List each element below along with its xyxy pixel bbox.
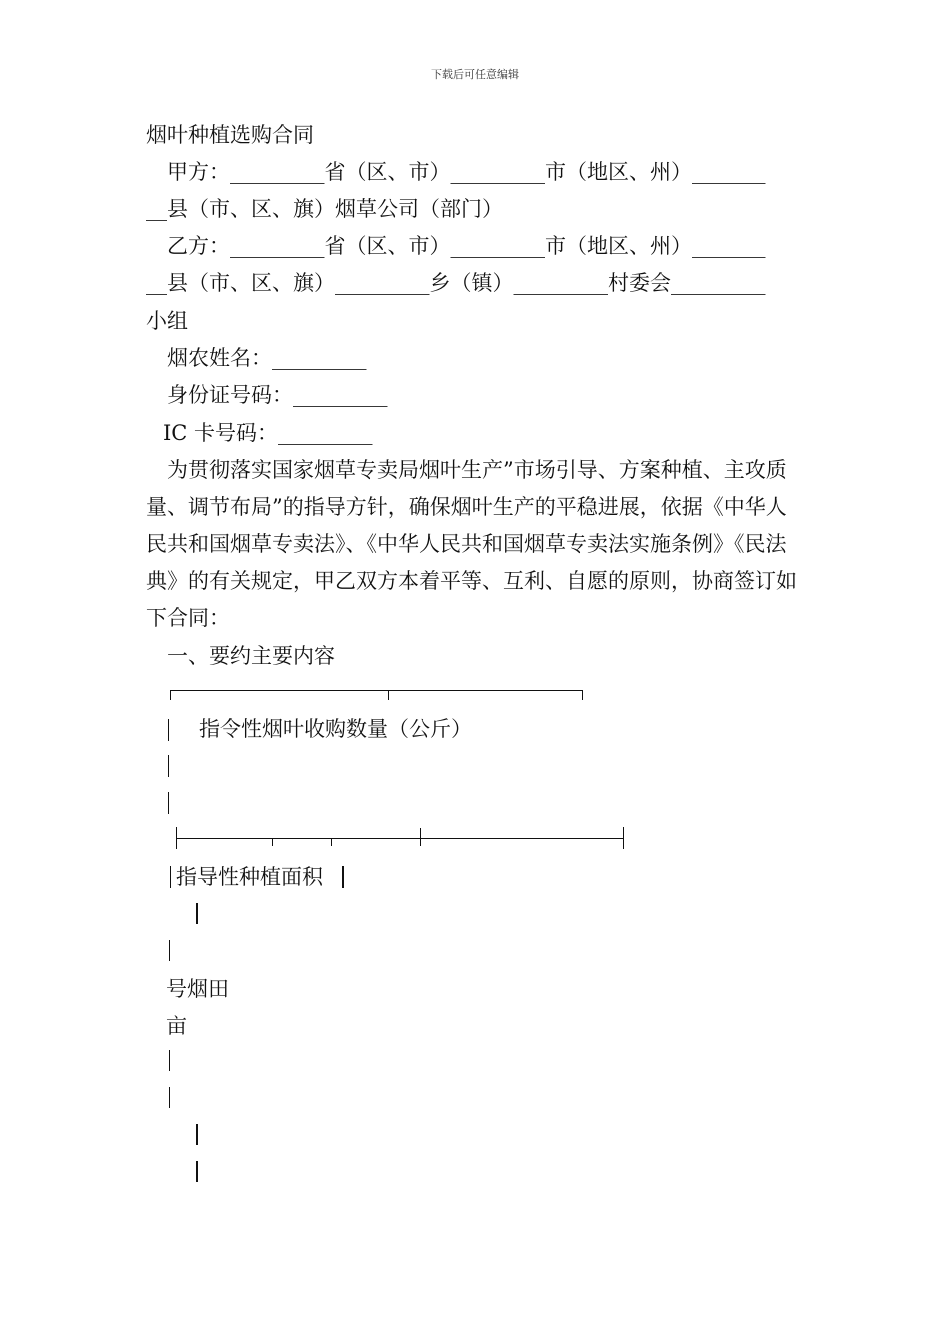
party-a-line-2: __县（市、区、旗）烟草公司（部门） — [146, 197, 503, 221]
table-tee-down — [331, 838, 332, 846]
id-number-field: 身份证号码：_________ — [167, 383, 388, 407]
table-cell-border — [342, 866, 344, 888]
table-row-label-area: 指导性种植面积 — [176, 865, 323, 889]
table-middle-border — [176, 838, 623, 839]
contract-title: 烟叶种植选购合同 — [146, 123, 314, 147]
table-tee-right — [623, 827, 624, 849]
table-cell-border — [196, 903, 198, 924]
party-a-line-1: 甲方：_________省（区、市）_________市（地区、州）_______ — [167, 160, 766, 184]
table-cell-border — [169, 1050, 170, 1071]
party-b-line-3: 小组 — [146, 309, 188, 333]
table-tee-down — [272, 838, 273, 846]
section-heading-1: 一、要约主要内容 — [167, 644, 335, 668]
table-cell-border — [168, 792, 169, 814]
table-corner-tr — [582, 690, 583, 700]
ic-card-field: IC 卡号码：_________ — [163, 421, 373, 445]
table-row-label-mu: 亩 — [166, 1014, 187, 1038]
table-row-label-quantity: 指令性烟叶收购数量（公斤） — [199, 717, 472, 741]
table-cell-border — [196, 1161, 198, 1182]
party-b-line-2: __县（市、区、旗）_________乡（镇）_________村委会_________ — [146, 271, 766, 295]
table-tee-left — [176, 827, 177, 849]
table-row-label-field: 号烟田 — [166, 977, 229, 1001]
table-cell-border — [169, 940, 170, 961]
table-cell-border — [170, 866, 171, 888]
table-top-border — [170, 690, 582, 691]
table-corner-tl — [170, 690, 171, 700]
party-b-line-1: 乙方：_________省（区、市）_________市（地区、州）_______ — [167, 234, 766, 258]
farmer-name-field: 烟农姓名：_________ — [167, 346, 367, 370]
table-cell-border — [168, 719, 169, 741]
table-tee-top — [388, 690, 389, 700]
table-cell-border — [196, 1124, 198, 1145]
table-cell-border — [168, 755, 169, 777]
table-cross — [420, 828, 421, 846]
table-cell-border — [169, 1087, 170, 1108]
intro-paragraph: 为贯彻落实国家烟草专卖局烟叶生产”市场引导、方案种植、主攻质量、调节布局”的指导方针，确保烟叶生产的平稳进展，依据《中华人民共和国烟草专卖法》、《中华人民共和国烟草专卖法实施条例》《民法典》的有关规定，甲乙双方本着平等、互利、自愿的原则，协商签订如下合同： — [146, 458, 797, 630]
page-header-watermark: 下载后可任意编辑 — [431, 68, 519, 81]
